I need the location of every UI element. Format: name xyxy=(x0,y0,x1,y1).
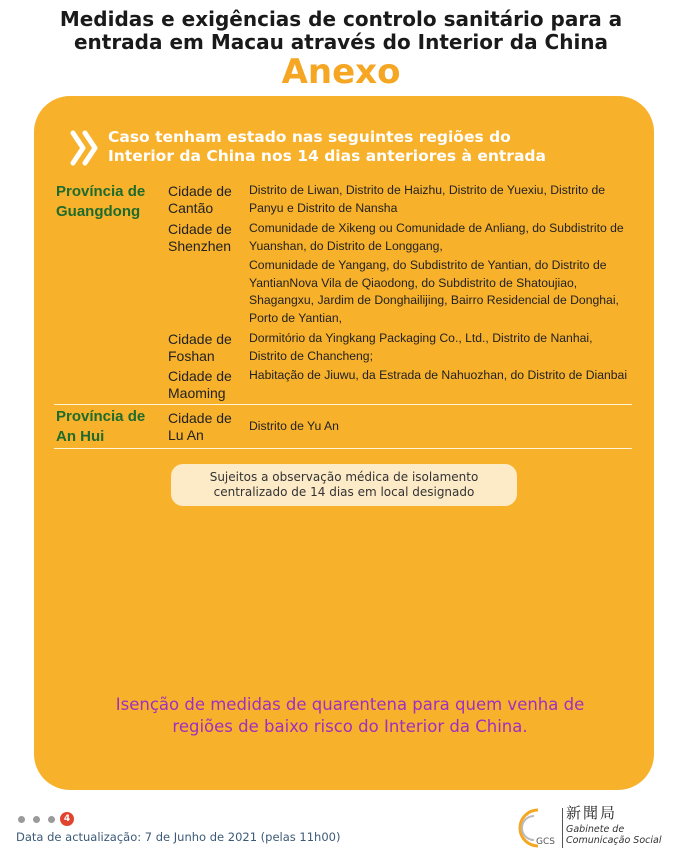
page-title xyxy=(0,8,682,54)
city-name-line-1: Cidade de xyxy=(168,183,232,199)
page-dot[interactable] xyxy=(18,816,25,823)
city-name-line-2: Maoming xyxy=(168,385,226,401)
page-dot[interactable] xyxy=(33,816,40,823)
gcs-logo-mark-text: GCS xyxy=(536,837,555,847)
province-name-line-1: Província de xyxy=(56,408,146,425)
observation-line-2: centralizado de 14 dias em local designado xyxy=(213,485,475,499)
city-name-line-1: Cidade de xyxy=(168,331,232,347)
exemption-line-1: Isenção de medidas de quarentena para quem venha de xyxy=(115,695,585,714)
city-name-shenzhen xyxy=(168,221,246,255)
province-row-guangdong xyxy=(54,180,632,405)
city-name-line-1: Cidade de xyxy=(168,221,232,237)
province-name-line-2: Guangdong xyxy=(56,203,141,220)
banner-line-1: Caso tenham estado nas seguintes regiões do xyxy=(108,128,511,146)
city-name-line-1: Cidade de xyxy=(168,410,232,426)
province-name-line-1: Província de xyxy=(56,183,146,200)
city-name-line-2: Foshan xyxy=(168,348,215,364)
city-name-line-1: Cidade de xyxy=(168,368,232,384)
page-dot[interactable] xyxy=(48,816,55,823)
district-list: Comunidade de Xikeng ou Comunidade de Anliang, do Subdistrito de Yuanshan, do Distrito de Longgang, xyxy=(249,221,624,253)
city-name-line-2: Shenzhen xyxy=(168,238,232,254)
page-subtitle: Anexo xyxy=(281,52,401,92)
banner-line-2: Interior da China nos 14 dias anteriores à entrada xyxy=(108,147,546,165)
city-name-maoming xyxy=(168,368,246,402)
gcs-logo-mark xyxy=(508,804,560,850)
gcs-logo xyxy=(508,804,678,850)
regions-table xyxy=(54,180,632,449)
district-list: Distrito de Yu An xyxy=(249,419,339,433)
province-name xyxy=(56,182,166,222)
observation-line-1: Sujeitos a observação médica de isolamento xyxy=(209,470,479,484)
logo-divider xyxy=(562,808,563,848)
logo-chinese-text: 新聞局 xyxy=(566,804,618,822)
logo-pt-line-1: Gabinete de xyxy=(566,824,625,835)
update-date: Data de actualização: 7 de Junho de 2021 (pelas 11h00) xyxy=(16,830,341,844)
city-name-cantao xyxy=(168,183,246,217)
province-row-anhui xyxy=(54,405,632,449)
province-name xyxy=(56,407,166,447)
province-name-line-2: An Hui xyxy=(56,428,105,445)
current-page-badge[interactable]: 4 xyxy=(60,812,74,826)
city-name-line-2: Cantão xyxy=(168,200,214,216)
district-list: Distrito de Liwan, Distrito de Haizhu, Distrito de Yuexiu, Distrito de Panyu e Distrito de Nansha xyxy=(249,183,606,215)
city-name-lu-an xyxy=(168,410,246,444)
title-line-2: entrada em Macau através do Interior da China xyxy=(73,30,609,54)
banner-text xyxy=(108,128,628,166)
logo-pt-line-2: Comunicação Social xyxy=(566,835,662,846)
observation-notice xyxy=(171,464,517,506)
city-name-foshan xyxy=(168,331,246,365)
double-chevron-right-icon xyxy=(70,130,102,166)
exemption-line-2: regiões de baixo risco do Interior da China. xyxy=(172,717,528,736)
exemption-notice xyxy=(60,694,640,738)
logo-portuguese-text xyxy=(566,824,661,846)
title-line-1: Medidas e exigências de controlo sanitário para a xyxy=(59,7,623,31)
district-list: Comunidade de Yangang, do Subdistrito de Yantian, do Distrito de YantianNova Vila de Qiaodong, do Subdistrito de Shatoujiao, Shagangxu, Jardim de Donghailijing, Bairro Residencial de Donghai, Porto de Yantian, xyxy=(249,258,619,325)
district-list: Dormitório da Yingkang Packaging Co., Ltd., Distrito de Nanhai, Distrito de Chancheng; xyxy=(249,331,593,363)
district-list: Habitação de Jiuwu, da Estrada de Nahuozhan, do Distrito de Dianbai xyxy=(249,368,628,382)
city-name-line-2: Lu An xyxy=(168,427,204,443)
